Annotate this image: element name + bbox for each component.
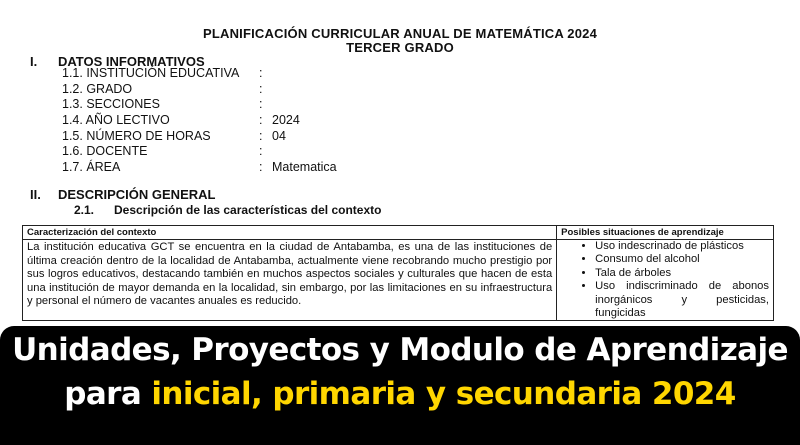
section-number: II. [30,187,41,202]
list-item: • Consumo del alcohol [595,253,769,266]
info-label: 1.4. AÑO LECTIVO [62,113,170,127]
list-item: • Tala de árboles [595,267,769,280]
section-title: DESCRIPCIÓN GENERAL [58,187,216,202]
info-colon: : [259,66,263,80]
table-header-situations: Posibles situaciones de aprendizaje [557,226,774,240]
info-label: 1.1. INSTITUCIÓN EDUCATIVA [62,66,240,80]
situations-list [561,240,769,320]
info-colon: : [259,160,263,174]
info-value: Matematica [272,160,337,174]
context-description: La institución educativa GCT se encuentra en la ciudad de Antabamba, es una de las instituciones de última creación dentro de la localidad de Antabamba, actualmente viene recobrando mucho prestigio por sus logros educativos, destacando también en muchos aspectos sociales y culturales que hacen de esta una institución de mayor demanda en la localidad, sin embargo, por las limitaciones en su infraestructura y personal el número de vacantes anuales es reducido. [23,240,557,321]
info-colon: : [259,97,263,111]
list-item: • Uso indiscriminado de abonos inorgánicos y pesticidas, fungicidas [595,280,769,320]
info-colon: : [259,82,263,96]
info-colon: : [259,129,263,143]
table-header-row [23,226,774,240]
situations-cell [557,240,774,321]
subsection-heading [74,203,382,217]
info-colon: : [259,113,263,127]
info-value: 2024 [272,113,300,127]
info-value: 04 [272,129,286,143]
section-number: I. [30,54,38,69]
banner-line-2 [0,376,800,412]
list-item: • Uso indescrinado de plásticos [595,240,769,253]
info-label: 1.2. GRADO [62,82,133,96]
section-title: DATOS INFORMATIVOS [58,54,205,69]
document-title: PLANIFICACIÓN CURRICULAR ANUAL DE MATEMÁTICA 2024 [202,26,598,41]
info-colon: : [259,144,263,158]
table-row [23,240,774,321]
banner-line-1: Unidades, Proyectos y Modulo de Aprendizaje [12,332,788,368]
subsection-number: 2.1. [74,203,95,217]
subsection-title: Descripción de las características del contexto [114,203,382,217]
promo-banner [0,326,800,445]
context-table [22,225,774,321]
banner-prefix: para [64,376,152,412]
info-label: 1.3. SECCIONES [62,97,160,111]
info-label: 1.7. ÁREA [62,160,121,174]
banner-highlight: inicial, primaria y secundaria 2024 [151,376,736,412]
info-label: 1.6. DOCENTE [62,144,148,158]
info-label: 1.5. NÚMERO DE HORAS [62,129,211,143]
document-subtitle: TERCER GRADO [346,40,454,55]
table-header-context: Caracterización del contexto [23,226,557,240]
